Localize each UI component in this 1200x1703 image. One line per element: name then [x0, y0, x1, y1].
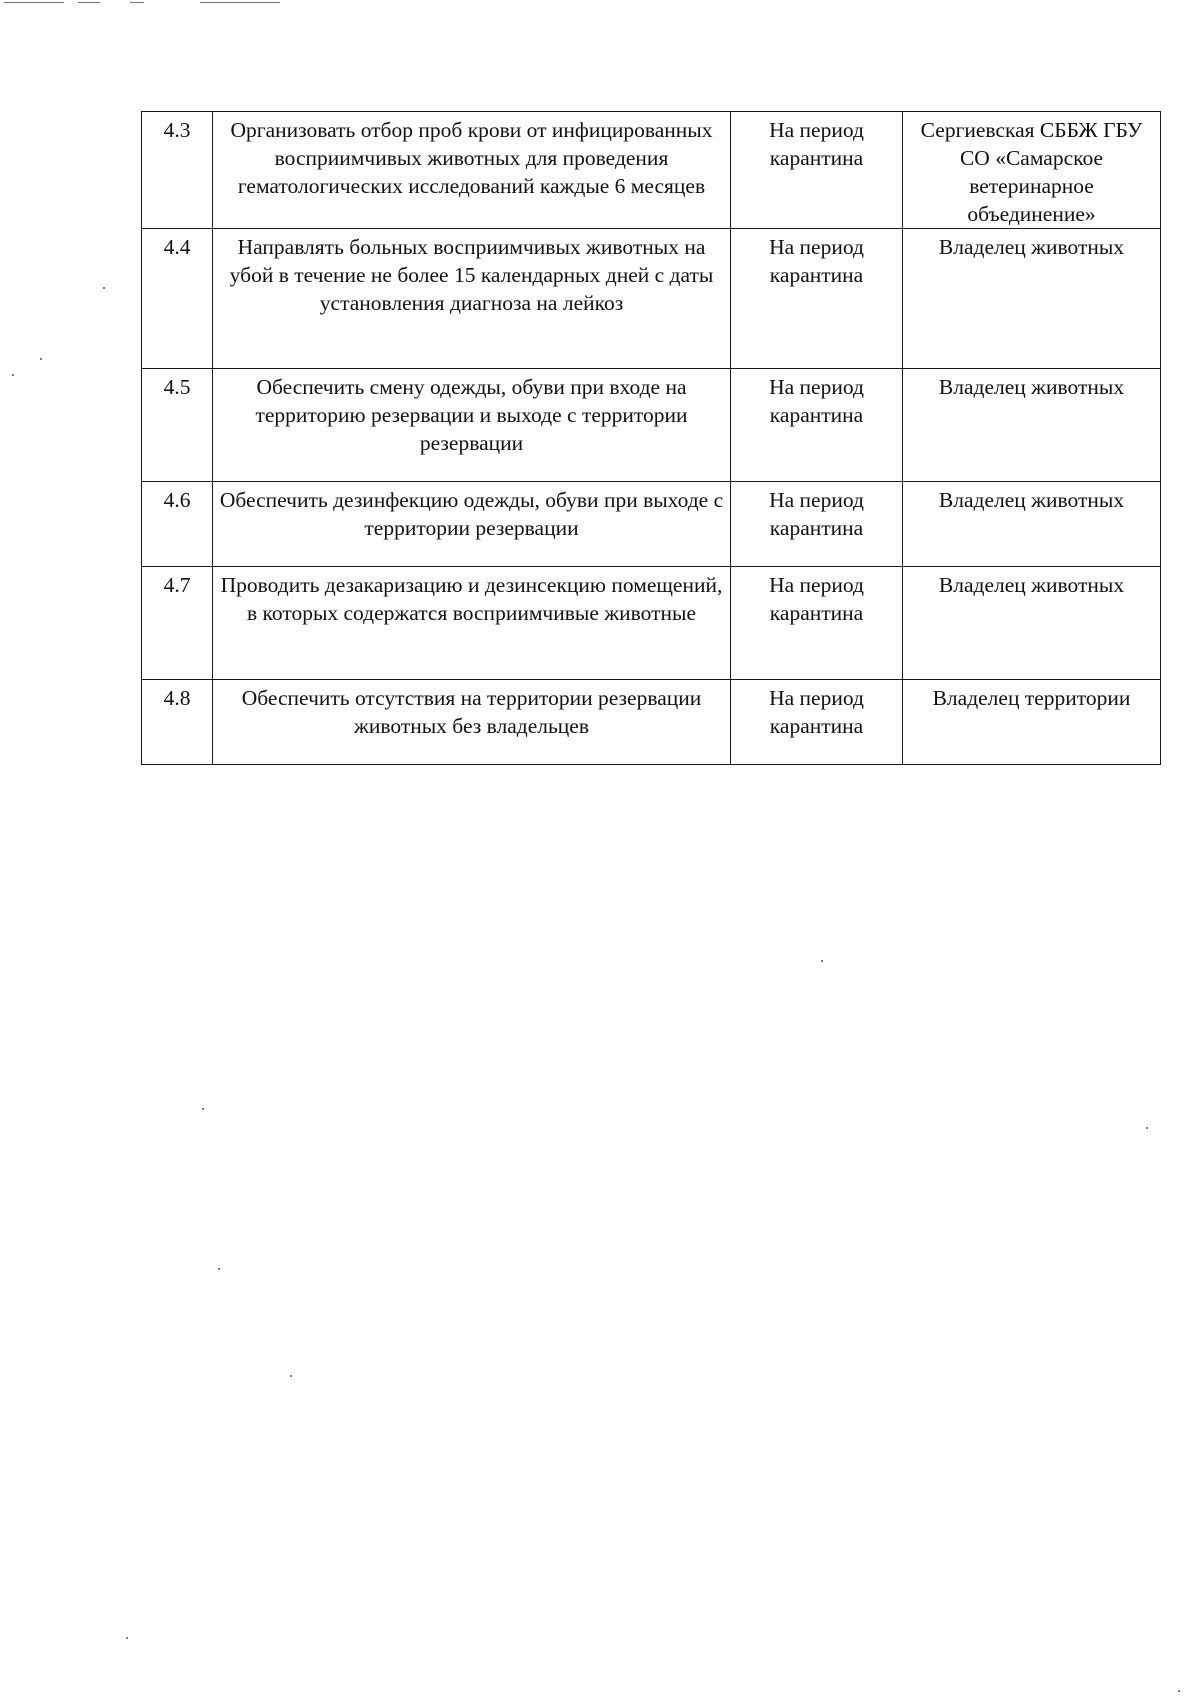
- table-row: [142, 112, 1161, 229]
- term-cell: На период карантина: [731, 567, 903, 680]
- action-cell: Направлять больных восприимчивых животных на убой в течение не более 15 календарных дней с даты установления диагноза на лейкоз: [213, 229, 731, 369]
- term-cell: На период карантина: [731, 112, 903, 229]
- term-cell: На период карантина: [731, 369, 903, 482]
- term-cell: На период карантина: [731, 482, 903, 567]
- table-row: [142, 229, 1161, 369]
- table-row: [142, 482, 1161, 567]
- scan-speck: [821, 960, 823, 962]
- term-cell: На период карантина: [731, 680, 903, 765]
- term-cell: На период карантина: [731, 229, 903, 369]
- row-number: 4.4: [142, 229, 213, 369]
- row-number: 4.6: [142, 482, 213, 567]
- action-cell: Организовать отбор проб крови от инфицированных восприимчивых животных для проведения гематологических исследований каждые 6 месяцев: [213, 112, 731, 229]
- measures-table: [141, 111, 1161, 765]
- scan-speck: [202, 1108, 204, 1110]
- responsible-cell: Сергиевская СББЖ ГБУ СО «Самарское ветеринарное объединение»: [903, 112, 1161, 229]
- action-cell: Обеспечить отсутствия на территории резервации животных без владельцев: [213, 680, 731, 765]
- action-cell: Обеспечить смену одежды, обуви при входе на территорию резервации и выходе с территории резервации: [213, 369, 731, 482]
- responsible-cell: Владелец территории: [903, 680, 1161, 765]
- scan-speck: [126, 1637, 128, 1639]
- scan-speck: [103, 287, 105, 289]
- action-cell: Проводить дезакаризацию и дезинсекцию помещений, в которых содержатся восприимчивые животные: [213, 567, 731, 680]
- table-row: [142, 567, 1161, 680]
- responsible-cell: Владелец животных: [903, 567, 1161, 680]
- action-cell: Обеспечить дезинфекцию одежды, обуви при выходе с территории резервации: [213, 482, 731, 567]
- responsible-cell: Владелец животных: [903, 229, 1161, 369]
- scan-speck: [1146, 1127, 1148, 1129]
- row-number: 4.3: [142, 112, 213, 229]
- scan-speck: [1178, 1690, 1180, 1692]
- scan-speck: [12, 374, 14, 376]
- scan-speck: [290, 1375, 292, 1377]
- table-row: [142, 369, 1161, 482]
- row-number: 4.7: [142, 567, 213, 680]
- scan-edge-mark: [0, 0, 300, 8]
- row-number: 4.8: [142, 680, 213, 765]
- row-number: 4.5: [142, 369, 213, 482]
- scan-speck: [40, 358, 42, 360]
- table-row: [142, 680, 1161, 765]
- responsible-cell: Владелец животных: [903, 482, 1161, 567]
- responsible-cell: Владелец животных: [903, 369, 1161, 482]
- scan-speck: [218, 1268, 220, 1270]
